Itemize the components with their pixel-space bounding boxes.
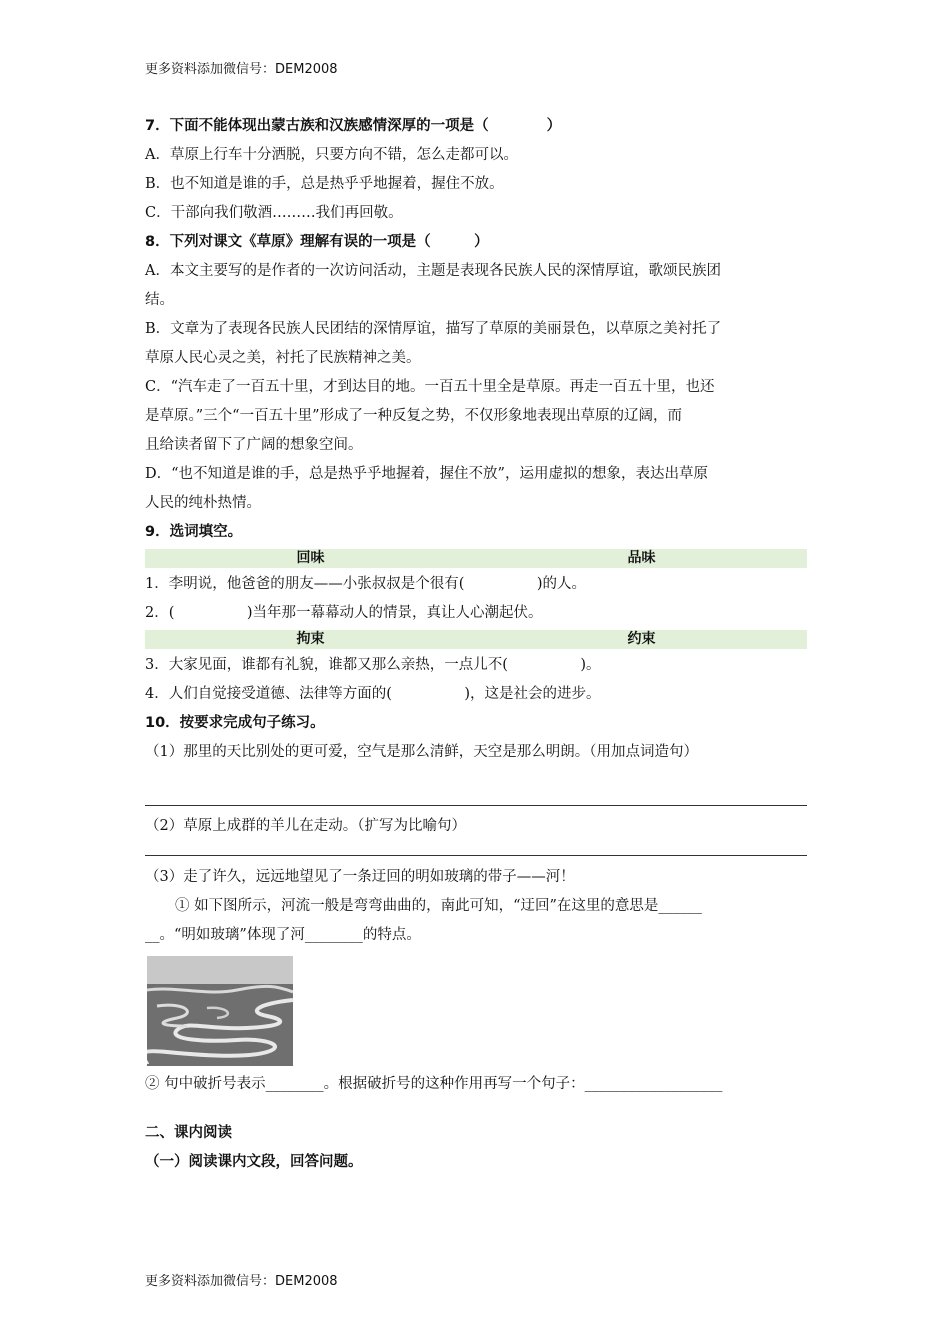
question-10-title: 10．按要求完成句子练习。 (145, 715, 325, 731)
question-10-part-3-sub1-line1: ① 如下图所示，河流一般是弯弯曲曲的，南此可知，“迂回”在这里的意思是______ (175, 898, 702, 914)
question-9-title: 9．选词填空。 (145, 524, 243, 540)
page-header: 更多资料添加微信号：DEM2008 (145, 62, 338, 77)
winding-river-photo (147, 956, 293, 1066)
question-7-option-b: B．也不知道是谁的手，总是热乎乎地握着，握住不放。 (145, 176, 504, 192)
question-8-option-b-line2: 草原人民心灵之美，衬托了民族精神之美。 (145, 350, 421, 366)
worksheet-content (145, 112, 807, 1177)
question-7-option-a: A．草原上行车十分洒脱，只要方向不错，怎么走都可以。 (145, 147, 518, 163)
question-8-option-c-line3: 且给读者留下了广阔的想象空间。 (145, 437, 363, 453)
question-9-sentence-2: 2．( )当年那一幕幕动人的情景，真让人心潮起伏。 (145, 605, 543, 621)
word-choice: 品味 (627, 550, 656, 566)
question-8-option-a-line1: A．本文主要写的是作者的一次访问活动，主题是表现各民族人民的深情厚谊，歌颂民族团 (145, 263, 721, 279)
question-10-part-3-sub2: ② 句中破折号表示________。根据破折号的这种作用再写一个句子：___________________ (145, 1076, 723, 1092)
word-choice-bar-2 (145, 630, 807, 649)
question-8-option-b-line1: B．文章为了表现各民族人民团结的深情厚谊，描写了草原的美丽景色，以草原之美衬托了 (145, 321, 722, 337)
question-10-part-3: （3）走了许久，远远地望见了一条迂回的明如玻璃的带子——河！ (145, 869, 575, 885)
question-8-option-d-line1: D．“也不知道是谁的手，总是热乎乎地握着，握住不放”，运用虚拟的想象，表达出草原 (145, 466, 708, 482)
question-8-option-d-line2: 人民的纯朴热情。 (145, 495, 261, 511)
word-choice: 回味 (296, 550, 325, 566)
question-10-part-1: （1）那里的天比别处的更可爱，空气是那么清鲜，天空是那么明朗。（用加点词造句） (145, 744, 698, 760)
question-9-sentence-3: 3．大家见面，谁都有礼貌，谁都又那么亲热，一点儿不( )。 (145, 657, 601, 673)
word-choice: 约束 (627, 631, 656, 647)
question-8-option-c-line2: 是草原。”三个“一百五十里”形成了一种反复之势，不仅形象地表现出草原的辽阔，而 (145, 408, 682, 424)
question-7-option-c: C．干部向我们敬酒………我们再回敬。 (145, 205, 403, 221)
section-2-subtitle: （一）阅读课内文段，回答问题。 (145, 1154, 363, 1170)
question-8-title: 8．下列对课文《草原》理解有误的一项是（ ） (145, 234, 489, 250)
page-footer: 更多资料添加微信号：DEM2008 (145, 1274, 338, 1289)
question-8-option-a-line2: 结。 (145, 292, 174, 308)
question-7-title: 7．下面不能体现出蒙古族和汉族感情深厚的一项是（ ） (145, 118, 562, 134)
section-2-title: 二、课内阅读 (145, 1125, 232, 1141)
question-10-part-3-sub1-line2: __。“明如玻璃”体现了河________的特点。 (145, 927, 421, 943)
word-choice: 拘束 (296, 631, 325, 647)
word-choice-bar-1 (145, 549, 807, 568)
answer-line-2 (145, 855, 807, 856)
question-8-option-c-line1: C．“汽车走了一百五十里，才到达目的地。一百五十里全是草原。再走一百五十里，也还 (145, 379, 715, 395)
question-10-part-2: （2）草原上成群的羊儿在走动。（扩写为比喻句） (145, 818, 466, 834)
question-9-sentence-1: 1．李明说，他爸爸的朋友——小张叔叔是个很有( )的人。 (145, 576, 587, 592)
question-9-sentence-4: 4．人们自觉接受道德、法律等方面的( )，这是社会的进步。 (145, 686, 601, 702)
answer-line-1 (145, 805, 807, 806)
